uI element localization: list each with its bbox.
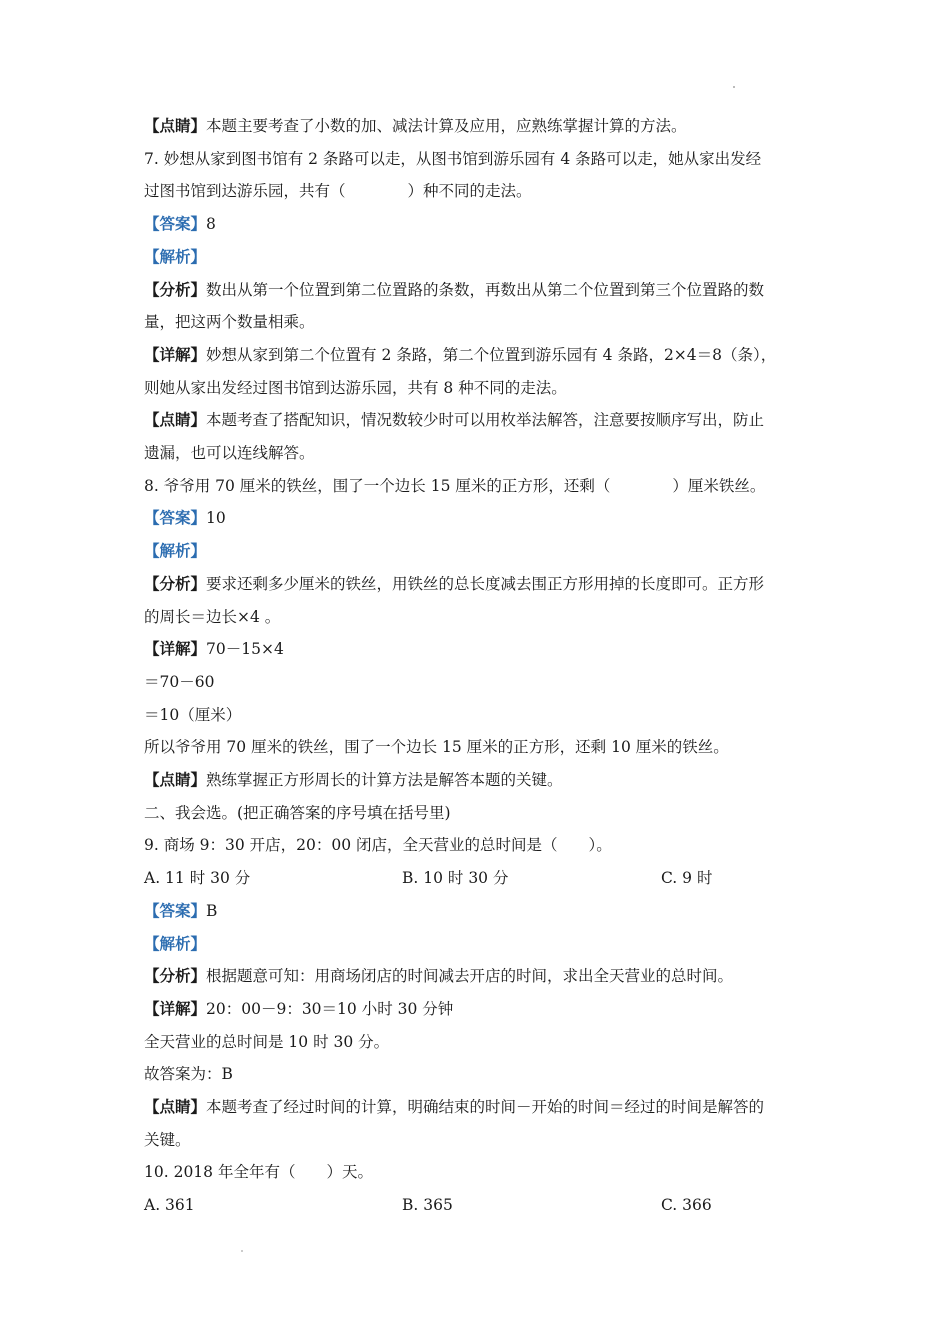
- scan-mark: [733, 86, 735, 88]
- section-tag: 【解析】: [144, 934, 207, 953]
- section-tag: 【详解】: [144, 999, 207, 1018]
- text-line: [144, 639, 824, 659]
- option-a: A. 11 时 30 分: [144, 869, 251, 887]
- text-line: [144, 181, 824, 201]
- line-text: 二、我会选。(把正确答案的序号填在括号里): [144, 804, 451, 822]
- line-text: 则她从家出发经过图书馆到达游乐园，共有 8 种不同的走法。: [144, 379, 567, 397]
- text-line: [144, 1032, 824, 1052]
- section-tag: 【分析】: [144, 280, 207, 299]
- text-line: [144, 770, 824, 790]
- option-c: C. 9 时: [661, 869, 713, 887]
- option-b: B. 10 时 30 分: [402, 869, 509, 887]
- line-text: 过图书馆到达游乐园，共有（ ）种不同的走法。: [144, 182, 532, 200]
- scan-mark: [241, 1250, 243, 1252]
- text-line: [144, 247, 824, 267]
- line-text: 要求还剩多少厘米的铁丝，用铁丝的总长度减去围正方形用掉的长度即可。正方形: [206, 575, 765, 593]
- text-line: [144, 378, 824, 398]
- section-tag: 【答案】: [144, 214, 207, 233]
- text-line: [144, 1064, 824, 1084]
- text-line: [144, 312, 824, 332]
- line-text: 关键。: [144, 1131, 191, 1149]
- line-text: 根据题意可知：用商场闭店的时间减去开店的时间，求出全天营业的总时间。: [206, 967, 734, 985]
- line-text: 所以爷爷用 70 厘米的铁丝，围了一个边长 15 厘米的正方形，还剩 10 厘米的铁丝。: [144, 738, 729, 756]
- text-line: [144, 835, 824, 855]
- line-text: ＝10（厘米）: [144, 706, 242, 724]
- section-tag: 【点睛】: [144, 770, 207, 789]
- section-tag: 【答案】: [144, 901, 207, 920]
- line-text: 本题考查了搭配知识，情况数较少时可以用枚举法解答，注意要按顺序写出，防止: [206, 411, 765, 429]
- line-text: 量，把这两个数量相乘。: [144, 313, 315, 331]
- line-text: 故答案为：B: [144, 1065, 233, 1083]
- text-line: [144, 541, 824, 561]
- text-line: [144, 901, 824, 921]
- line-text: 妙想从家到第二个位置有 2 条路，第二个位置到游乐园有 4 条路，2×4＝8（条），: [206, 346, 777, 364]
- section-tag: 【详解】: [144, 639, 207, 658]
- line-text: 7. 妙想从家到图书馆有 2 条路可以走，从图书馆到游乐园有 4 条路可以走，她从家出发经: [144, 150, 762, 168]
- section-tag: 【解析】: [144, 541, 207, 560]
- line-text: 本题考查了经过时间的计算，明确结束的时间－开始的时间＝经过的时间是解答的: [206, 1098, 765, 1116]
- text-line: [144, 116, 824, 136]
- line-text: 全天营业的总时间是 10 时 30 分。: [144, 1033, 390, 1051]
- text-line: [144, 410, 824, 430]
- line-text: 70－15×4: [206, 640, 284, 658]
- text-line: [144, 966, 824, 986]
- text-line: [144, 737, 824, 757]
- text-line: [144, 999, 824, 1019]
- section-tag: 【解析】: [144, 247, 207, 266]
- line-text: 10: [206, 509, 226, 527]
- text-line: [144, 1162, 824, 1182]
- line-text: 熟练掌握正方形周长的计算方法是解答本题的关键。: [206, 771, 563, 789]
- section-tag: 【点睛】: [144, 1097, 207, 1116]
- line-text: 8: [206, 215, 216, 233]
- text-line: [144, 280, 824, 300]
- text-line: [144, 672, 824, 692]
- line-text: 10. 2018 年全年有（ ）天。: [144, 1163, 373, 1181]
- text-line: [144, 803, 824, 823]
- line-text: 数出从第一个位置到第二位置路的条数，再数出从第二个位置到第三个位置路的数: [206, 281, 765, 299]
- text-line: [144, 1097, 824, 1117]
- text-line: [144, 149, 824, 169]
- option-c: C. 366: [661, 1196, 712, 1214]
- text-line: [144, 705, 824, 725]
- text-line: [144, 443, 824, 463]
- text-line: [144, 574, 824, 594]
- text-line: [144, 1130, 824, 1150]
- line-text: B: [206, 902, 218, 920]
- section-tag: 【点睛】: [144, 116, 207, 135]
- option-a: A. 361: [144, 1196, 195, 1214]
- line-text: 8. 爷爷用 70 厘米的铁丝，围了一个边长 15 厘米的正方形，还剩（ ）厘米铁丝。: [144, 477, 766, 495]
- section-tag: 【答案】: [144, 508, 207, 527]
- option-b: B. 365: [402, 1196, 453, 1214]
- line-text: 遗漏，也可以连线解答。: [144, 444, 315, 462]
- section-tag: 【分析】: [144, 966, 207, 985]
- line-text: 20：00－9：30＝10 小时 30 分钟: [206, 1000, 454, 1018]
- text-line: [144, 345, 824, 365]
- line-text: 本题主要考查了小数的加、减法计算及应用，应熟练掌握计算的方法。: [206, 117, 687, 135]
- text-line: [144, 934, 824, 954]
- text-line: [144, 214, 824, 234]
- line-text: 9. 商场 9：30 开店，20：00 闭店，全天营业的总时间是（ ）。: [144, 836, 612, 854]
- line-text: ＝70－60: [144, 673, 215, 691]
- text-line: [144, 476, 824, 496]
- text-line: [144, 607, 824, 627]
- text-line: [144, 508, 824, 528]
- section-tag: 【分析】: [144, 574, 207, 593]
- section-tag: 【点睛】: [144, 410, 207, 429]
- section-tag: 【详解】: [144, 345, 207, 364]
- line-text: 的周长＝边长×4 。: [144, 608, 281, 626]
